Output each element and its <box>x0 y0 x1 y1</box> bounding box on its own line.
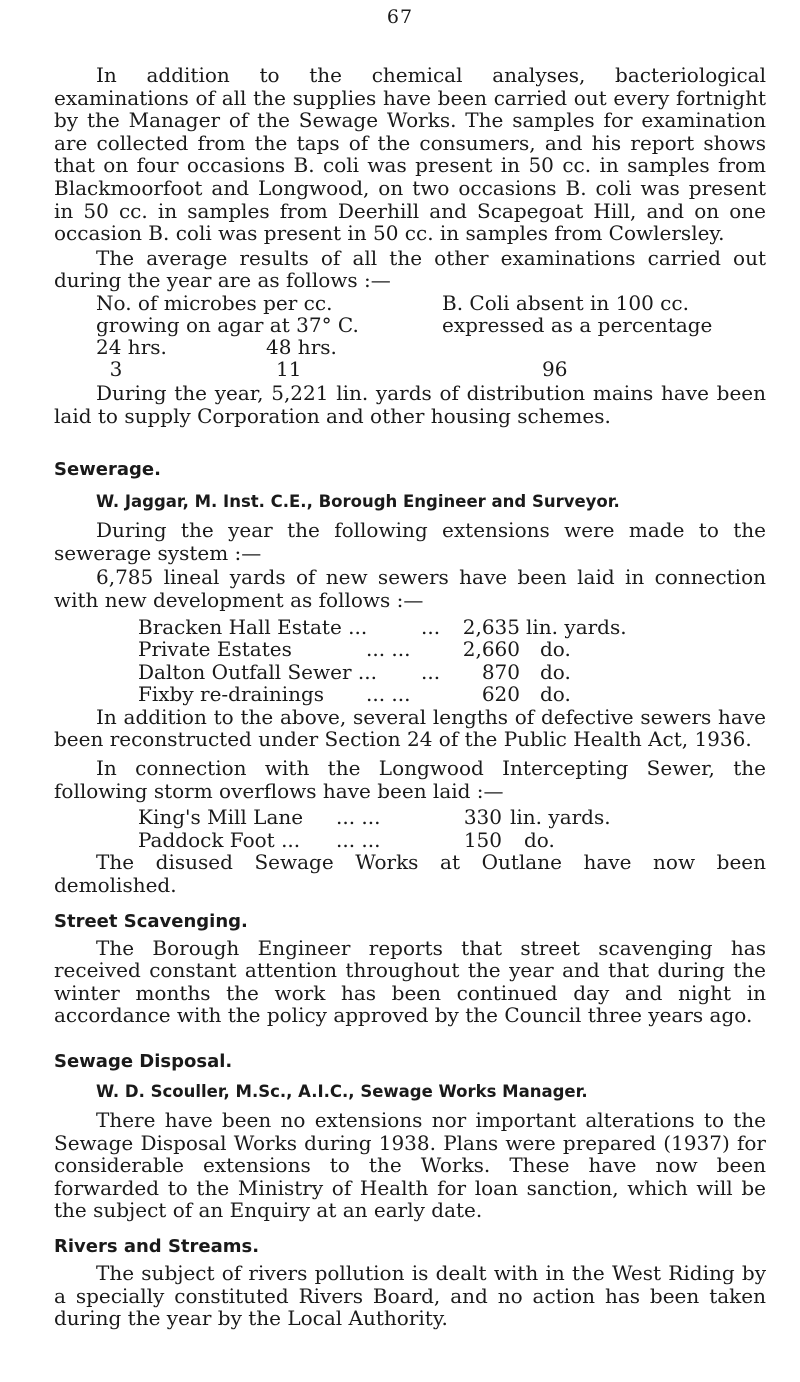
header-24-hrs: 24 hrs. <box>96 334 167 359</box>
extension-unit: do. <box>540 637 571 662</box>
paragraph-sewage-disposal: There have been no extensions nor important alterations to the Sewage Disposal Works during 1938. Plans were prepared (1937) for considerable extensions to the Works. These have now been forwarded to the Ministry of Health for loan sanction, which will be the subject of an Enquiry at an early date. <box>54 1108 766 1223</box>
storm-overflows-list <box>54 806 766 851</box>
leader-dots: ... ... <box>366 637 411 662</box>
list-item <box>54 661 766 684</box>
heading-rivers-and-streams: Rivers and Streams. <box>54 1235 260 1257</box>
list-item <box>54 829 766 852</box>
page-content <box>54 64 766 1330</box>
heading-street-scavenging: Street Scavenging. <box>54 910 248 932</box>
overflow-quantity: 150 <box>463 827 502 852</box>
leader-dots: ... <box>421 614 441 639</box>
extension-quantity: 870 <box>481 659 520 684</box>
paragraph-defective-sewers: In addition to the above, several lengths of defective sewers have been reconstructed under Section 24 of the Public Health Act, 1936. <box>54 704 766 752</box>
extension-name: Private Estates <box>138 637 292 662</box>
paragraph-distribution-mains: During the year, 5,221 lin. yards of distribution mains have been laid to supply Corporation and other housing schemes. <box>54 380 766 428</box>
extension-name: Bracken Hall Estate ... <box>138 614 368 639</box>
overflow-name: Paddock Foot ... <box>138 827 301 852</box>
extension-name: Fixby re-drainings <box>138 682 325 707</box>
sewage-disposal-officer: W. D. Scouller, M.Sc., A.I.C., Sewage Works Manager. <box>96 1082 588 1101</box>
paragraph-bacteriology: In addition to the chemical analyses, bacteriological examinations of all the supplies have been carried out every fortnight by the Manager of the Sewage Works. The samples for examination are collected from the taps of the consumers, and his report shows that on four occasions B. coli was present in 50 cc. in samples from Blackmoorfoot and Longwood, on two occasions B. coli was present in 50 cc. in samples from Deerhill and Scapegoat Hill, and on one occasion B. coli was present in 50 cc. in samples from Cowlersley. <box>54 63 766 246</box>
sewerage-officer: W. Jaggar, M. Inst. C.E., Borough Engineer and Surveyor. <box>96 492 620 512</box>
list-item <box>54 638 766 661</box>
paragraph-longwood-sewer: In connection with the Longwood Intercepting Sewer, the following storm overflows have been laid :— <box>54 756 766 803</box>
leader-dots: ... ... <box>336 827 381 852</box>
bcoli-header-line2: expressed as a percentage <box>442 312 713 337</box>
extension-quantity: 620 <box>481 682 520 707</box>
extension-unit: do. <box>540 659 571 684</box>
leader-dots: ... ... <box>366 682 411 707</box>
extension-unit: lin. yards. <box>526 614 627 639</box>
sewer-extensions-list <box>54 616 766 706</box>
paragraph-new-sewers: 6,785 lineal yards of new sewers have been laid in connection with new development as follows :— <box>54 565 766 612</box>
list-item <box>54 616 766 639</box>
overflow-quantity: 330 <box>463 805 502 830</box>
extension-name: Dalton Outfall Sewer ... <box>138 659 377 684</box>
header-48-hrs: 48 hrs. <box>266 334 337 359</box>
list-item <box>54 683 766 706</box>
microbes-header-line1: No. of microbes per cc. <box>96 290 333 315</box>
heading-sewage-disposal: Sewage Disposal. <box>54 1051 233 1072</box>
extension-quantity: 2,635 <box>462 614 520 639</box>
list-item <box>54 806 766 829</box>
leader-dots: ... <box>421 659 441 684</box>
microbe-results-table <box>96 292 766 382</box>
paragraph-rivers-and-streams: The subject of rivers pollution is dealt with in the West Riding by a specially constituted Rivers Board, and no action has been taken during the year by the Local Authority. <box>54 1260 766 1331</box>
paragraph-outlane-works: The disused Sewage Works at Outlane have now been demolished. <box>54 850 766 898</box>
bcoli-header-line1: B. Coli absent in 100 cc. <box>442 290 689 315</box>
extension-quantity: 2,660 <box>462 637 520 662</box>
overflow-unit: lin. yards. <box>510 805 611 830</box>
heading-sewerage: Sewerage. <box>54 459 161 481</box>
overflow-name: King's Mill Lane <box>138 805 304 830</box>
value-48-hrs: 11 <box>276 356 302 381</box>
extension-unit: do. <box>540 682 571 707</box>
paragraph-average-results: The average results of all the other examinations carried out during the year are as follows :— <box>54 245 766 293</box>
paragraph-sewerage-extensions: During the year the following extensions were made to the sewerage system :— <box>54 518 766 565</box>
page-number: 67 <box>386 6 414 28</box>
leader-dots: ... ... <box>336 805 381 830</box>
value-24-hrs: 3 <box>109 356 123 381</box>
paragraph-street-scavenging: The Borough Engineer reports that street scavenging has received constant attention throughout the year and that during the winter months the work has been continued day and night in accordance with the policy approved by the Council three years ago. <box>54 935 766 1028</box>
overflow-unit: do. <box>524 827 555 852</box>
value-bcoli-percentage: 96 <box>542 356 568 381</box>
microbes-header-line2: growing on agar at 37° C. <box>96 312 359 337</box>
